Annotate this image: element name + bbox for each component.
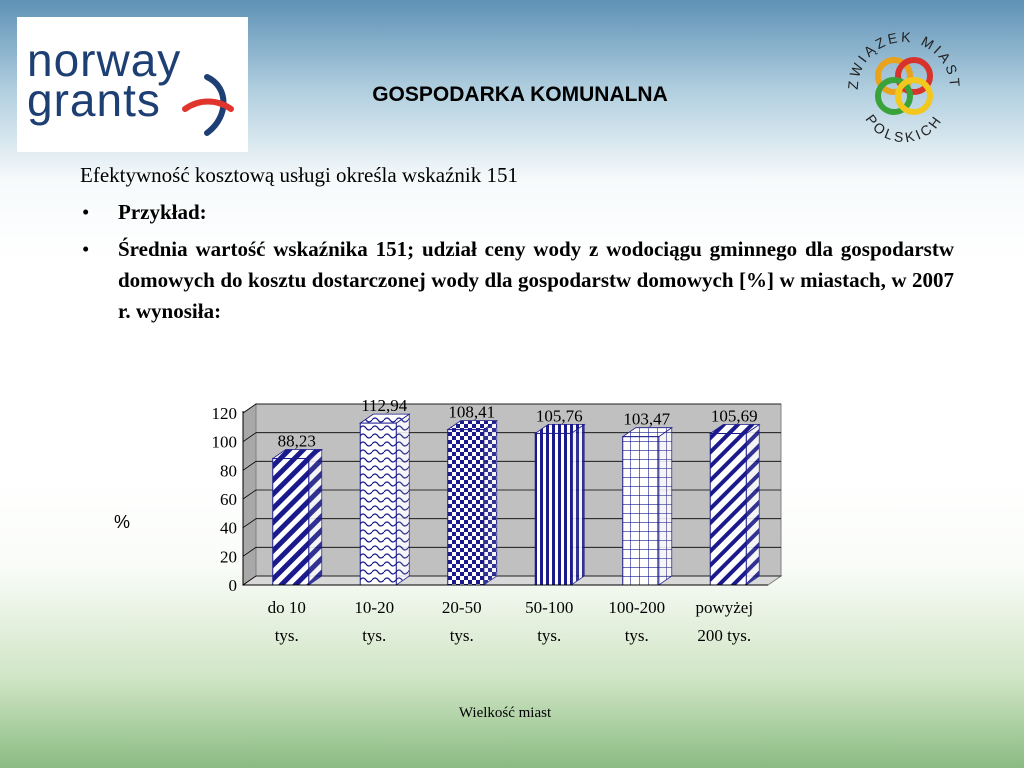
x-tick-label: tys.: [274, 626, 299, 645]
y-axis-label: %: [114, 512, 131, 532]
intro-text: Efektywność kosztową usługi określa wskaźnik 151: [80, 163, 518, 187]
y-tick-label: 100: [211, 432, 237, 452]
bar-group: [535, 406, 584, 585]
bar-group: [623, 410, 672, 585]
bar: [273, 459, 309, 585]
chart-floor: [243, 576, 781, 585]
bullet-text: Przykład:: [118, 200, 207, 224]
x-tick-label: 50-100: [525, 598, 574, 617]
y-tick-label: 0: [228, 576, 237, 595]
bar-group: [710, 407, 759, 585]
data-label: 103,47: [623, 409, 671, 429]
bar-side: [571, 424, 584, 585]
x-tick-label: tys.: [362, 626, 387, 645]
data-label: 112,94: [361, 396, 408, 416]
bar-side: [484, 421, 497, 585]
data-label: 88,23: [277, 431, 316, 451]
bar-side: [659, 428, 672, 585]
x-tick-label: 100-200: [608, 598, 666, 617]
logo-text-line1: norway: [27, 34, 182, 86]
y-tick-label: 60: [220, 490, 237, 509]
bar-group: [273, 432, 322, 585]
bullet-symbol: •: [82, 200, 90, 224]
bullet-symbol: •: [82, 237, 90, 261]
x-tick-label: powyżej: [695, 598, 754, 617]
bar-group: [448, 403, 497, 585]
data-label: 108,41: [448, 402, 496, 422]
bar: [623, 437, 659, 585]
x-tick-label: tys.: [624, 626, 649, 645]
bar: [535, 433, 571, 585]
x-axis-title: Wielkość miast: [458, 705, 552, 721]
y-tick-label: 120: [211, 404, 237, 423]
x-tick-label: 20-50: [441, 598, 482, 617]
data-label: 105,69: [710, 406, 758, 426]
bullet-text: Średnia wartość wskaźnika 151; udział ceny wody z wodociągu gminnego dla gospodarstw domowych do kosztu dostarczonej wody dla gospodarstw domowych [%] w miastach, w 2007 r. wynosiła:: [118, 237, 954, 323]
emblem-bottom-text: POLSKICH: [862, 111, 946, 146]
x-tick-label: do 10: [267, 598, 306, 617]
bar-side: [396, 414, 409, 585]
y-tick-label: 20: [220, 547, 237, 567]
bar-side: [746, 425, 759, 585]
bar-side: [309, 450, 322, 585]
logo-text-line2: grants: [27, 74, 161, 126]
data-label: 105,76: [535, 406, 583, 426]
bar: [710, 434, 746, 585]
x-tick-label: tys.: [537, 626, 562, 645]
bar: [360, 423, 396, 585]
bar-group: [360, 396, 409, 585]
x-tick-label: tys.: [449, 626, 474, 645]
page-title: GOSPODARKA KOMUNALNA: [372, 83, 668, 106]
x-tick-label: 10-20: [354, 598, 395, 617]
emblem-top-text: ZWIĄZEK MIAST: [844, 28, 964, 91]
y-tick-label: 40: [220, 518, 237, 538]
x-tick-label: 200 tys.: [697, 626, 752, 645]
bar: [448, 430, 484, 585]
y-tick-label: 80: [220, 461, 237, 481]
